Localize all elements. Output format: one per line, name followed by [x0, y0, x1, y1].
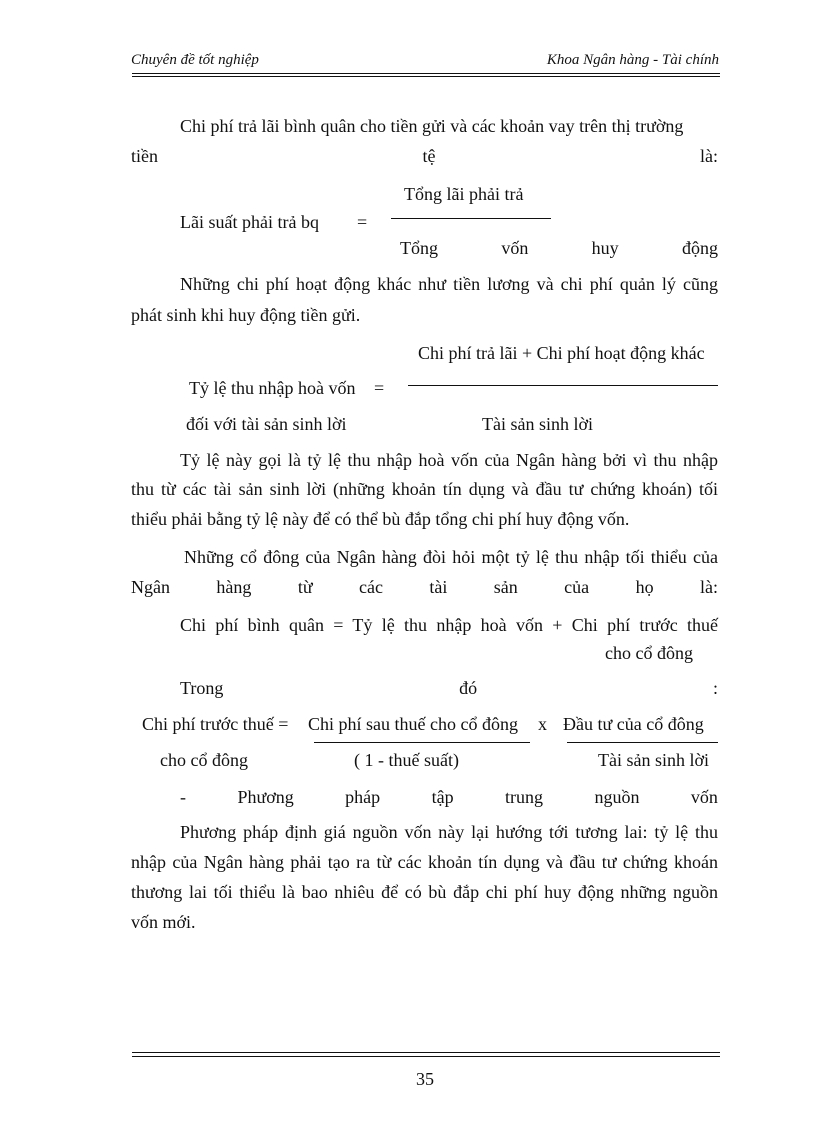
- bullet-dash: -: [180, 787, 186, 807]
- formula4-den1: ( 1 - thuế suất): [354, 750, 459, 770]
- word: hàng: [216, 577, 252, 597]
- word: huy: [591, 238, 619, 258]
- formula1-label: Lãi suất phải trả bq: [180, 212, 319, 232]
- formula4-den2: Tài sản sinh lời: [598, 750, 710, 770]
- formula2-fraction-bar: [408, 385, 718, 386]
- formula1-fraction-bar: [391, 218, 551, 219]
- header-left: Chuyên đề tốt nghiệp: [131, 52, 259, 68]
- footer-rule-1: [132, 1052, 720, 1053]
- word: động: [681, 238, 718, 258]
- word: pháp: [345, 787, 381, 807]
- para5-line2: nhập của Ngân hàng phải tạo ra từ các khoản tín dụng và đầu tư chứng khoán: [131, 852, 718, 872]
- word: Tổng: [400, 238, 438, 258]
- word: vốn: [501, 238, 529, 258]
- para3-line3: thiểu phải bằng tỷ lệ này để có thể bù đắp tổng chi phí huy động vốn.: [131, 509, 630, 529]
- para5-line1: Phương pháp định giá nguồn vốn này lại hướng tới tương lai: tỷ lệ thu: [180, 822, 718, 842]
- para1-line1: Chi phí trả lãi bình quân cho tiền gửi và các khoản vay trên thị trường: [180, 116, 684, 136]
- formula3-line2: cho cổ đông: [605, 643, 693, 663]
- formula4-num1: Chi phí sau thuế cho cổ đông: [308, 714, 518, 734]
- formula2-numerator: Chi phí trả lãi + Chi phí hoạt động khác: [418, 343, 705, 363]
- word: là:: [699, 577, 718, 597]
- page-number: 35: [416, 1069, 434, 1089]
- para3-line1: Tỷ lệ này gọi là tỷ lệ thu nhập hoà vốn của Ngân hàng bởi vì thu nhập: [180, 450, 718, 470]
- formula4-times: x: [538, 714, 547, 734]
- formula4-fraction-bar-1: [314, 742, 530, 743]
- word: sản: [493, 577, 518, 597]
- formula2-label2: đối với tài sản sinh lời: [186, 414, 347, 434]
- formula2-eq: =: [374, 378, 385, 398]
- header-rule-2: [132, 76, 720, 77]
- bullet-line: [180, 787, 718, 808]
- para4-line2: [131, 577, 718, 598]
- formula3-line1: Chi phí bình quân = Tỷ lệ thu nhập hoà vốn + Chi phí trước thuế: [180, 615, 718, 635]
- para5-line3: thương lai tối thiểu là bao nhiêu để có bù đắp chi phí huy động những nguồn: [131, 882, 718, 902]
- para3-line2: thu từ các tài sản sinh lời (những khoản tín dụng và đầu tư chứng khoán) tối: [131, 479, 718, 499]
- word: Trong: [180, 678, 224, 698]
- word: :: [712, 678, 718, 698]
- para2-line1: Những chi phí hoạt động khác như tiền lương và chi phí quản lý cũng: [180, 274, 718, 294]
- para4-line1: Những cổ đông của Ngân hàng đòi hỏi một tỷ lệ thu nhập tối thiểu của: [184, 547, 718, 567]
- word: của: [564, 577, 590, 597]
- word: tài: [429, 577, 448, 597]
- formula2-denominator: Tài sản sinh lời: [482, 414, 594, 434]
- formula1-denominator: [400, 238, 718, 259]
- word: tệ: [422, 146, 436, 166]
- header-rule-1: [132, 73, 720, 74]
- para2-line2: phát sinh khi huy động tiền gửi.: [131, 305, 361, 325]
- word: là:: [700, 146, 718, 166]
- word: vốn: [690, 787, 718, 807]
- formula1-numerator: Tổng lãi phải trả: [404, 184, 524, 204]
- formula4-num2: Đầu tư của cổ đông: [563, 714, 704, 734]
- word: các: [358, 577, 383, 597]
- word: Phương: [237, 787, 294, 807]
- formula4-label1: Chi phí trước thuế =: [142, 714, 289, 734]
- word: Ngân: [131, 577, 170, 597]
- trong-do-line: [180, 678, 718, 699]
- word: đó: [459, 678, 478, 698]
- para5-line4: vốn mới.: [131, 912, 196, 932]
- word: họ: [635, 577, 654, 597]
- word: nguồn: [594, 787, 640, 807]
- word: tập: [431, 787, 454, 807]
- header-right: Khoa Ngân hàng - Tài chính: [546, 52, 719, 68]
- formula4-label2: cho cổ đông: [160, 750, 248, 770]
- word: từ: [297, 577, 313, 597]
- word: trung: [505, 787, 544, 807]
- formula1-eq: =: [357, 212, 368, 232]
- formula2-label1: Tỷ lệ thu nhập hoà vốn: [189, 378, 356, 398]
- footer-rule-2: [132, 1056, 720, 1057]
- para1-line2: [131, 146, 718, 167]
- formula4-fraction-bar-2: [567, 742, 718, 743]
- word: tiền: [131, 146, 158, 166]
